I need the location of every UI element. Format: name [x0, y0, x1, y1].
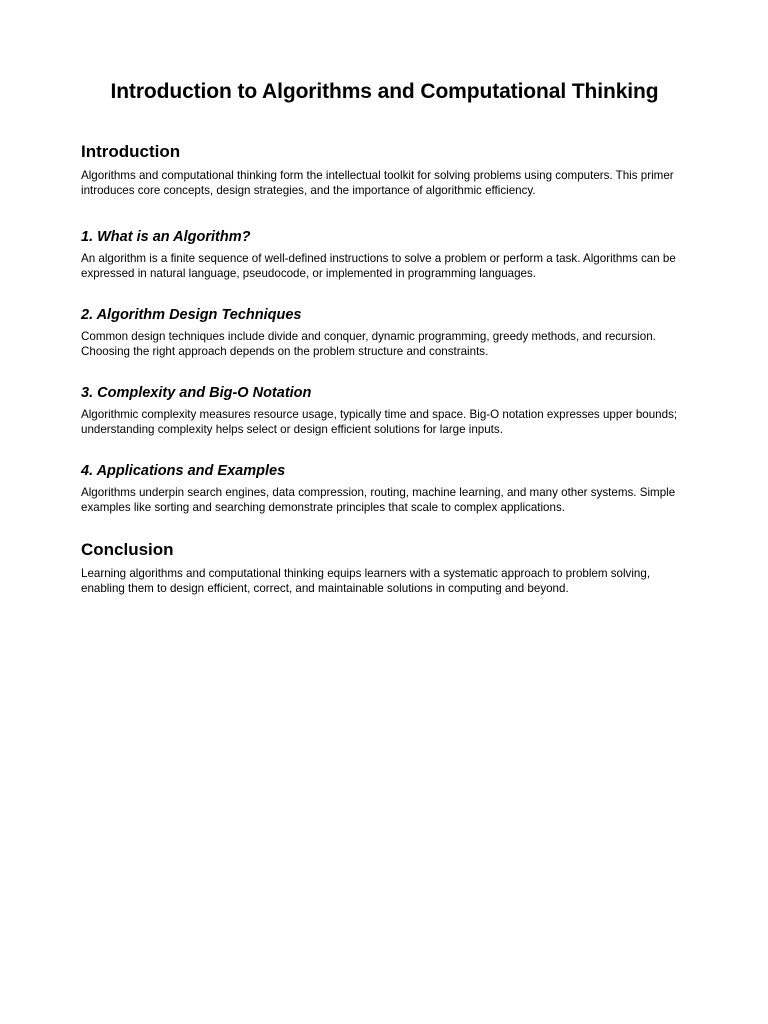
conclusion-paragraph: Learning algorithms and computational thinking equips learners with a systematic approach to problem solving, enabling them to design efficient, correct, and maintainable solutions in computing and beyond.: [81, 567, 651, 595]
section-paragraph: Common design techniques include divide and conquer, dynamic programming, greedy methods, and recursion. Choosing the right approach depends on the problem structure and constraints.: [81, 330, 656, 358]
section-heading: 2. Algorithm Design Techniques: [81, 307, 302, 323]
section-applications: [81, 461, 688, 515]
section-paragraph: Algorithms underpin search engines, data compression, routing, machine learning, and many other systems. Simple examples like sorting and searching demonstrate principles that scale to complex applications.: [81, 486, 676, 514]
section-paragraph: An algorithm is a finite sequence of well-defined instructions to solve a problem or perform a task. Algorithms can be expressed in natural language, pseudocode, or implemented in programming languages.: [81, 252, 676, 280]
section-design-techniques: [81, 305, 688, 359]
section-paragraph: Algorithmic complexity measures resource usage, typically time and space. Big-O notation expresses upper bounds; understanding complexity helps select or design efficient solutions for large inputs.: [81, 408, 678, 436]
introduction-heading: Introduction: [81, 142, 181, 161]
section-complexity: [81, 383, 688, 437]
section-heading: 3. Complexity and Big-O Notation: [81, 385, 312, 401]
section-heading: 1. What is an Algorithm?: [81, 229, 251, 245]
document-title: Introduction to Algorithms and Computational Thinking: [110, 80, 659, 103]
section-heading: 4. Applications and Examples: [81, 463, 286, 479]
introduction-paragraph: Algorithms and computational thinking form the intellectual toolkit for solving problems using computers. This primer introduces core concepts, design strategies, and the importance of algorithmic efficiency.: [81, 169, 674, 197]
section-what-is-algorithm: [81, 227, 688, 281]
conclusion-heading: Conclusion: [81, 540, 174, 559]
